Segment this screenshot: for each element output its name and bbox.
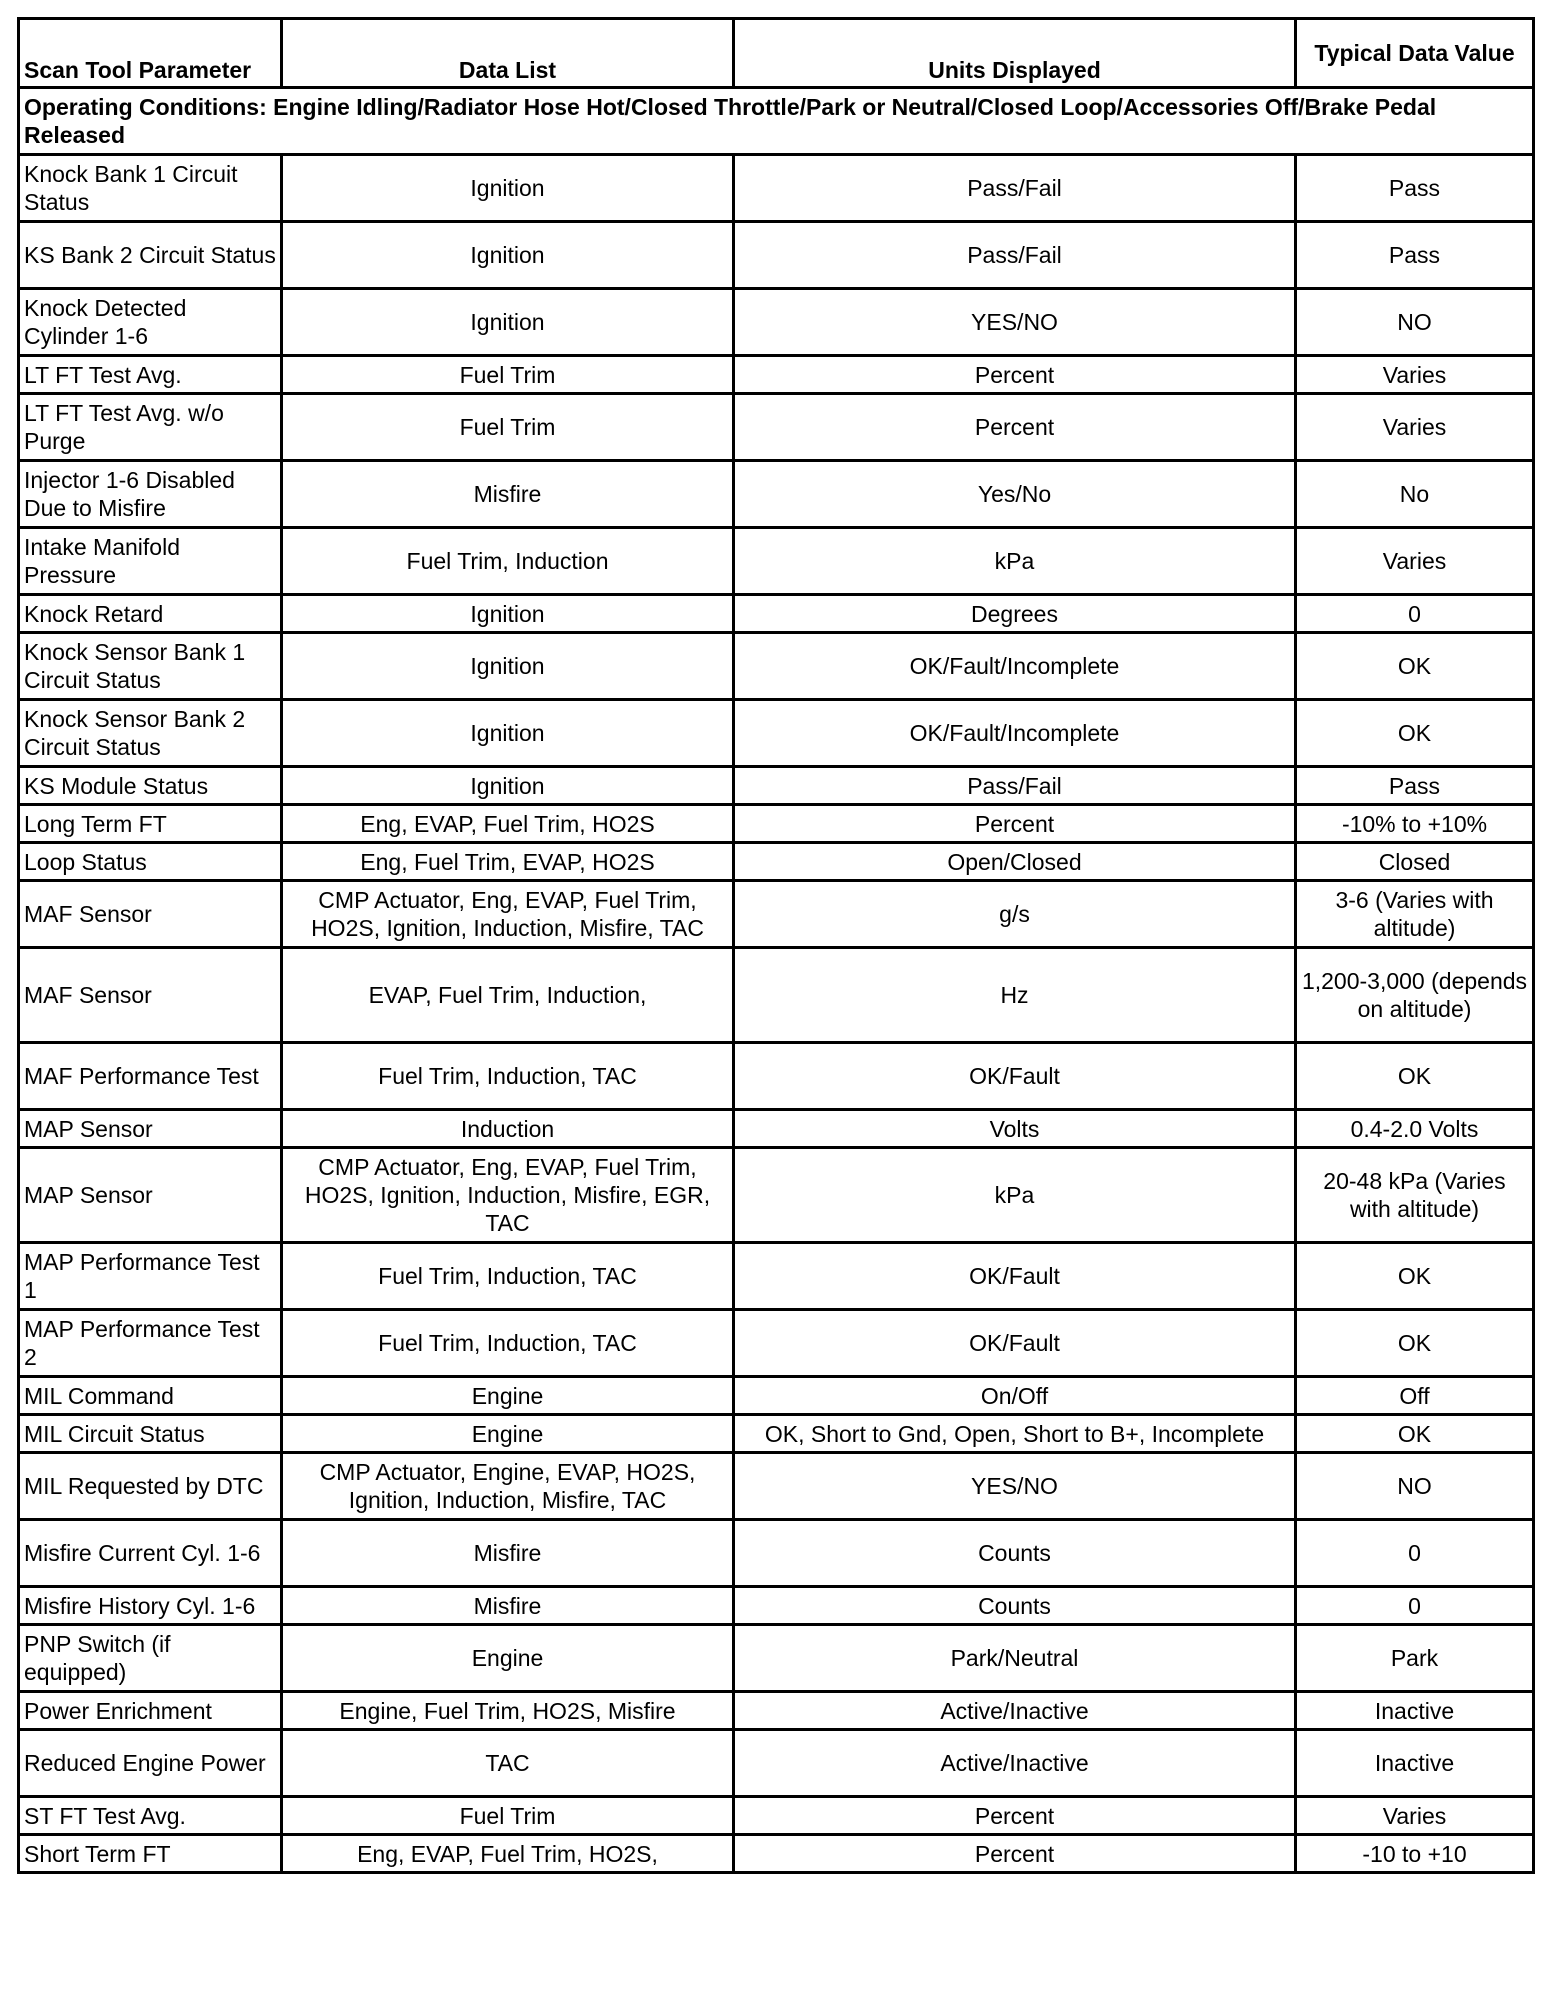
table-row <box>19 1148 1534 1243</box>
cell-data-list: TAC <box>282 1730 734 1797</box>
cell-units: OK/Fault <box>734 1043 1296 1110</box>
table-row <box>19 394 1534 461</box>
cell-data-list: Ignition <box>282 700 734 767</box>
cell-data-list: Ignition <box>282 595 734 633</box>
cell-typical-value: 20-48 kPa (Varies with altitude) <box>1296 1148 1534 1243</box>
cell-units: kPa <box>734 528 1296 595</box>
cell-typical-value: 3-6 (Varies with altitude) <box>1296 881 1534 948</box>
table-row <box>19 1043 1534 1110</box>
cell-units: Pass/Fail <box>734 155 1296 222</box>
table-row <box>19 222 1534 289</box>
cell-units: Park/Neutral <box>734 1625 1296 1692</box>
cell-typical-value: Varies <box>1296 394 1534 461</box>
table-body <box>19 88 1534 1873</box>
table-row <box>19 1520 1534 1587</box>
cell-data-list: Engine <box>282 1625 734 1692</box>
table-row <box>19 1730 1534 1797</box>
cell-units: Volts <box>734 1110 1296 1148</box>
cell-parameter: ST FT Test Avg. <box>19 1797 282 1835</box>
cell-units: Active/Inactive <box>734 1730 1296 1797</box>
cell-units: Hz <box>734 948 1296 1043</box>
cell-units: Percent <box>734 805 1296 843</box>
cell-data-list: Misfire <box>282 1520 734 1587</box>
cell-data-list: Ignition <box>282 155 734 222</box>
table-row <box>19 1415 1534 1453</box>
cell-units: OK/Fault <box>734 1243 1296 1310</box>
table-row <box>19 1453 1534 1520</box>
cell-parameter: Knock Sensor Bank 2 Circuit Status <box>19 700 282 767</box>
cell-parameter: Knock Retard <box>19 595 282 633</box>
cell-data-list: CMP Actuator, Eng, EVAP, Fuel Trim, HO2S, Ignition, Induction, Misfire, TAC <box>282 881 734 948</box>
cell-parameter: Power Enrichment <box>19 1692 282 1730</box>
cell-typical-value: 0 <box>1296 1520 1534 1587</box>
cell-typical-value: OK <box>1296 1043 1534 1110</box>
cell-parameter: Injector 1-6 Disabled Due to Misfire <box>19 461 282 528</box>
table-row <box>19 767 1534 805</box>
cell-units: YES/NO <box>734 289 1296 356</box>
cell-data-list: Fuel Trim, Induction, TAC <box>282 1043 734 1110</box>
cell-data-list: Eng, EVAP, Fuel Trim, HO2S, <box>282 1835 734 1873</box>
table-row <box>19 805 1534 843</box>
cell-parameter: MAF Performance Test <box>19 1043 282 1110</box>
cell-data-list: Induction <box>282 1110 734 1148</box>
cell-units: g/s <box>734 881 1296 948</box>
cell-typical-value: Inactive <box>1296 1692 1534 1730</box>
cell-parameter: MAP Performance Test 1 <box>19 1243 282 1310</box>
cell-units: Degrees <box>734 595 1296 633</box>
cell-parameter: Knock Detected Cylinder 1-6 <box>19 289 282 356</box>
cell-data-list: Engine <box>282 1377 734 1415</box>
table-row <box>19 1625 1534 1692</box>
header-data-list: Data List <box>282 19 734 88</box>
cell-data-list: Engine, Fuel Trim, HO2S, Misfire <box>282 1692 734 1730</box>
cell-typical-value: NO <box>1296 289 1534 356</box>
cell-parameter: Misfire History Cyl. 1-6 <box>19 1587 282 1625</box>
cell-units: Percent <box>734 394 1296 461</box>
table-row <box>19 881 1534 948</box>
cell-units: Pass/Fail <box>734 767 1296 805</box>
cell-units: Percent <box>734 1797 1296 1835</box>
cell-data-list: Fuel Trim <box>282 1797 734 1835</box>
cell-typical-value: 0 <box>1296 1587 1534 1625</box>
cell-units: Active/Inactive <box>734 1692 1296 1730</box>
cell-data-list: Misfire <box>282 461 734 528</box>
cell-parameter: MIL Circuit Status <box>19 1415 282 1453</box>
scan-tool-data-table <box>17 17 1535 1874</box>
cell-units: Pass/Fail <box>734 222 1296 289</box>
table-row <box>19 289 1534 356</box>
cell-typical-value: Varies <box>1296 356 1534 394</box>
cell-parameter: MIL Command <box>19 1377 282 1415</box>
cell-parameter: Misfire Current Cyl. 1-6 <box>19 1520 282 1587</box>
cell-data-list: Fuel Trim, Induction, TAC <box>282 1243 734 1310</box>
cell-parameter: PNP Switch (if equipped) <box>19 1625 282 1692</box>
cell-parameter: MAF Sensor <box>19 881 282 948</box>
cell-units: Percent <box>734 1835 1296 1873</box>
cell-data-list: Misfire <box>282 1587 734 1625</box>
table-row <box>19 1110 1534 1148</box>
cell-typical-value: Pass <box>1296 155 1534 222</box>
table-row <box>19 1243 1534 1310</box>
cell-units: Yes/No <box>734 461 1296 528</box>
table-row <box>19 633 1534 700</box>
operating-conditions-row <box>19 88 1534 155</box>
cell-parameter: Short Term FT <box>19 1835 282 1873</box>
cell-data-list: Fuel Trim, Induction, TAC <box>282 1310 734 1377</box>
cell-parameter: MAF Sensor <box>19 948 282 1043</box>
cell-typical-value: OK <box>1296 700 1534 767</box>
table-row <box>19 461 1534 528</box>
cell-units: OK/Fault/Incomplete <box>734 633 1296 700</box>
cell-data-list: CMP Actuator, Engine, EVAP, HO2S, Ignition, Induction, Misfire, TAC <box>282 1453 734 1520</box>
cell-typical-value: Park <box>1296 1625 1534 1692</box>
cell-data-list: Ignition <box>282 633 734 700</box>
cell-units: Open/Closed <box>734 843 1296 881</box>
cell-typical-value: 1,200-3,000 (depends on altitude) <box>1296 948 1534 1043</box>
cell-parameter: Intake Manifold Pressure <box>19 528 282 595</box>
cell-units: kPa <box>734 1148 1296 1243</box>
cell-parameter: KS Bank 2 Circuit Status <box>19 222 282 289</box>
header-units: Units Displayed <box>734 19 1296 88</box>
cell-typical-value: -10% to +10% <box>1296 805 1534 843</box>
cell-data-list: Engine <box>282 1415 734 1453</box>
header-typical-value: Typical Data Value <box>1296 19 1534 88</box>
cell-typical-value: Off <box>1296 1377 1534 1415</box>
cell-units: Counts <box>734 1520 1296 1587</box>
table-row <box>19 1797 1534 1835</box>
cell-parameter: MIL Requested by DTC <box>19 1453 282 1520</box>
cell-data-list: Fuel Trim, Induction <box>282 528 734 595</box>
cell-units: Counts <box>734 1587 1296 1625</box>
table-row <box>19 1835 1534 1873</box>
cell-data-list: Eng, Fuel Trim, EVAP, HO2S <box>282 843 734 881</box>
cell-data-list: Ignition <box>282 289 734 356</box>
cell-parameter: MAP Sensor <box>19 1148 282 1243</box>
cell-typical-value: 0.4-2.0 Volts <box>1296 1110 1534 1148</box>
cell-data-list: CMP Actuator, Eng, EVAP, Fuel Trim, HO2S, Ignition, Induction, Misfire, EGR, TAC <box>282 1148 734 1243</box>
cell-parameter: MAP Performance Test 2 <box>19 1310 282 1377</box>
cell-typical-value: 0 <box>1296 595 1534 633</box>
table-row <box>19 1692 1534 1730</box>
table-row <box>19 700 1534 767</box>
cell-parameter: Knock Bank 1 Circuit Status <box>19 155 282 222</box>
cell-parameter: Long Term FT <box>19 805 282 843</box>
table-row <box>19 843 1534 881</box>
cell-parameter: LT FT Test Avg. w/o Purge <box>19 394 282 461</box>
cell-units: Percent <box>734 356 1296 394</box>
cell-typical-value: Varies <box>1296 1797 1534 1835</box>
cell-data-list: EVAP, Fuel Trim, Induction, <box>282 948 734 1043</box>
cell-data-list: Fuel Trim <box>282 394 734 461</box>
cell-parameter: Knock Sensor Bank 1 Circuit Status <box>19 633 282 700</box>
table-row <box>19 356 1534 394</box>
header-parameter: Scan Tool Parameter <box>19 19 282 88</box>
cell-data-list: Eng, EVAP, Fuel Trim, HO2S <box>282 805 734 843</box>
cell-typical-value: OK <box>1296 1243 1534 1310</box>
cell-units: OK/Fault/Incomplete <box>734 700 1296 767</box>
cell-typical-value: Pass <box>1296 767 1534 805</box>
table-row <box>19 1377 1534 1415</box>
table-row <box>19 528 1534 595</box>
cell-typical-value: -10 to +10 <box>1296 1835 1534 1873</box>
cell-parameter: LT FT Test Avg. <box>19 356 282 394</box>
cell-typical-value: Closed <box>1296 843 1534 881</box>
cell-typical-value: OK <box>1296 1415 1534 1453</box>
table-row <box>19 1310 1534 1377</box>
cell-parameter: KS Module Status <box>19 767 282 805</box>
cell-units: OK/Fault <box>734 1310 1296 1377</box>
cell-typical-value: Inactive <box>1296 1730 1534 1797</box>
table-row <box>19 1587 1534 1625</box>
cell-typical-value: No <box>1296 461 1534 528</box>
table-row <box>19 155 1534 222</box>
cell-typical-value: OK <box>1296 633 1534 700</box>
cell-typical-value: NO <box>1296 1453 1534 1520</box>
operating-conditions: Operating Conditions: Engine Idling/Radiator Hose Hot/Closed Throttle/Park or Neutral/Closed Loop/Accessories Off/Brake Pedal Released <box>19 88 1534 155</box>
cell-data-list: Ignition <box>282 222 734 289</box>
cell-typical-value: OK <box>1296 1310 1534 1377</box>
table-row <box>19 595 1534 633</box>
cell-parameter: Loop Status <box>19 843 282 881</box>
table-row <box>19 948 1534 1043</box>
cell-units: On/Off <box>734 1377 1296 1415</box>
cell-units: OK, Short to Gnd, Open, Short to B+, Incomplete <box>734 1415 1296 1453</box>
cell-parameter: Reduced Engine Power <box>19 1730 282 1797</box>
cell-typical-value: Varies <box>1296 528 1534 595</box>
cell-parameter: MAP Sensor <box>19 1110 282 1148</box>
cell-data-list: Ignition <box>282 767 734 805</box>
cell-data-list: Fuel Trim <box>282 356 734 394</box>
cell-typical-value: Pass <box>1296 222 1534 289</box>
header-row <box>19 19 1534 88</box>
cell-units: YES/NO <box>734 1453 1296 1520</box>
